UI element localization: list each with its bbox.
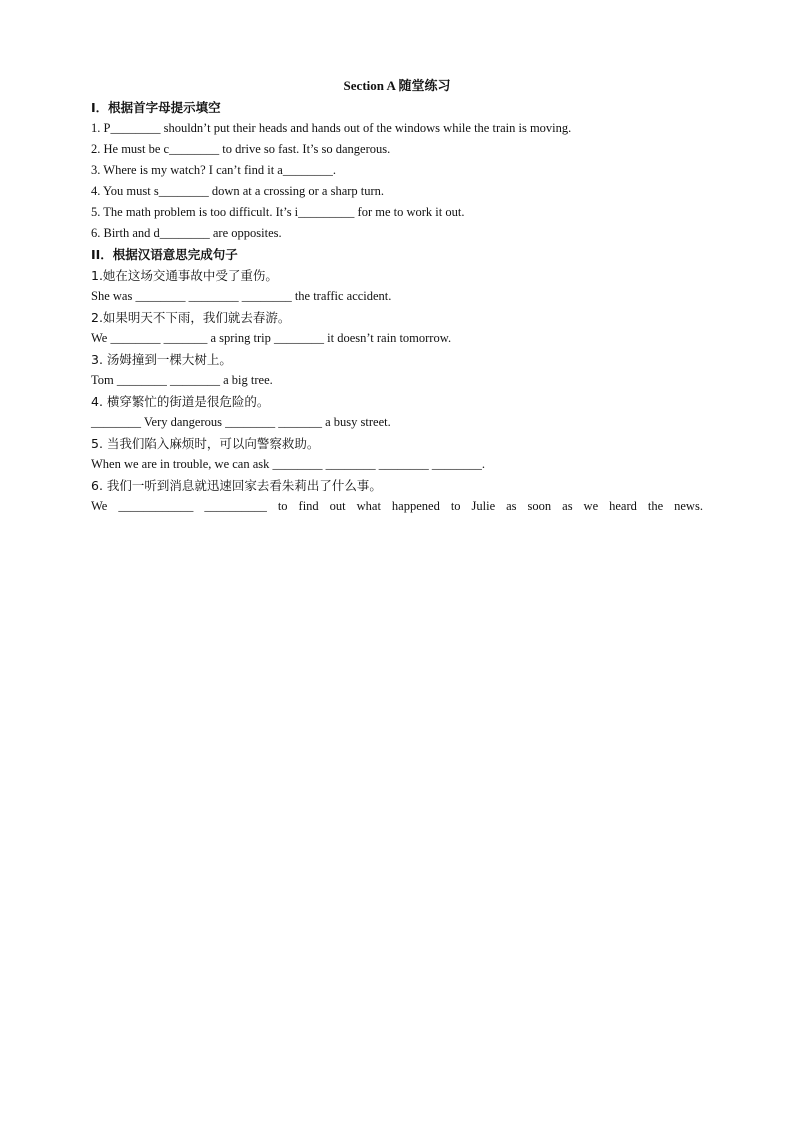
s1-item-3: 3. Where is my watch? I can’t find it a________. bbox=[91, 163, 336, 177]
s2-q6-word: as bbox=[562, 499, 573, 513]
s1-item-6: 6. Birth and d________ are opposites. bbox=[91, 226, 282, 240]
s2-q6-word: __________ bbox=[204, 499, 267, 513]
s2-q6-word: to bbox=[277, 499, 288, 513]
s2-q6-word: ____________ bbox=[118, 499, 194, 513]
s2-q1-chinese: 1.她在这场交通事故中受了重伤。 bbox=[91, 268, 278, 283]
section-1-heading: I．根据首字母提示填空 bbox=[91, 100, 221, 115]
page-title: Section A 随堂练习 bbox=[343, 78, 451, 93]
s2-q6-word: We bbox=[91, 499, 108, 513]
s2-q6-word: what bbox=[356, 499, 381, 513]
s2-q5-chinese: 5. 当我们陷入麻烦时，可以向警察救助。 bbox=[91, 436, 320, 451]
s2-q6-word: Julie bbox=[471, 499, 496, 513]
s2-q6-word: the bbox=[647, 499, 664, 513]
section-2-heading: II．根据汉语意思完成句子 bbox=[91, 247, 238, 262]
s2-q6-word: happened bbox=[391, 499, 440, 513]
s1-item-1: 1. P________ shouldn’t put their heads and hands out of the windows while the train is moving. bbox=[91, 121, 572, 135]
s2-q6-word: out bbox=[329, 499, 346, 513]
s2-q6-word: heard bbox=[609, 499, 637, 513]
s2-q1-english: She was ________ ________ ________ the traffic accident. bbox=[91, 289, 392, 303]
s2-q6-word: soon bbox=[527, 499, 552, 513]
s2-q6-chinese: 6. 我们一听到消息就迅速回家去看朱莉出了什么事。 bbox=[91, 478, 382, 493]
s1-item-5: 5. The math problem is too difficult. It’s i_________ for me to work it out. bbox=[91, 205, 465, 219]
s1-item-4: 4. You must s________ down at a crossing or a sharp turn. bbox=[91, 184, 385, 198]
s2-q5-english: When we are in trouble, we can ask ________ ________ ________ ________. bbox=[91, 457, 486, 471]
s2-q6-word: to bbox=[450, 499, 461, 513]
s2-q6-word: find bbox=[298, 499, 319, 513]
s2-q2-chinese: 2.如果明天不下雨，我们就去春游。 bbox=[91, 310, 291, 325]
s2-q6-word: as bbox=[506, 499, 517, 513]
s2-q3-english: Tom ________ ________ a big tree. bbox=[91, 373, 273, 387]
s2-q3-chinese: 3. 汤姆撞到一棵大树上。 bbox=[91, 352, 232, 367]
s1-item-2: 2. He must be c________ to drive so fast. It’s so dangerous. bbox=[91, 142, 391, 156]
worksheet-content bbox=[91, 97, 703, 517]
s2-q4-english: ________ Very dangerous ________ _______ a busy street. bbox=[91, 415, 391, 429]
s2-q2-english: We ________ _______ a spring trip ________ it doesn’t rain tomorrow. bbox=[91, 331, 452, 345]
s2-q6-word: news. bbox=[674, 499, 703, 513]
s2-q6-word: we bbox=[583, 499, 599, 513]
s2-q6-english bbox=[91, 496, 703, 517]
s2-q4-chinese: 4. 横穿繁忙的街道是很危险的。 bbox=[91, 394, 270, 409]
